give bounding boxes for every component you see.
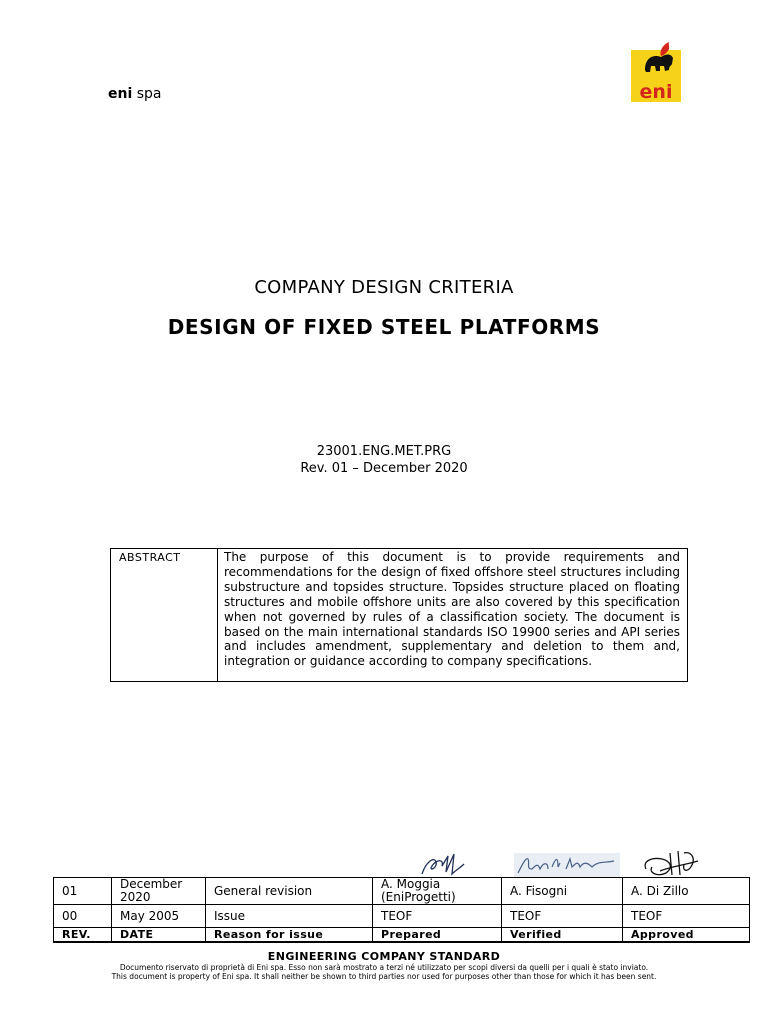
revision-table: [53, 877, 750, 943]
header-approved: Approved: [623, 928, 750, 943]
approved-cell: A. Di Zillo: [623, 878, 750, 905]
date-cell: May 2005: [112, 905, 206, 928]
abstract-label: ABSTRACT: [111, 549, 218, 681]
footer-standard: ENGINEERING COMPANY STANDARD: [267, 950, 501, 963]
footer-notice-it: Documento riservato di proprietà di Eni spa. Esso non sarà mostrato a terzi né utilizzato per scopi diversi da quelli per i quali è stato inviato.: [119, 963, 649, 972]
signature-verified: [514, 853, 620, 877]
rev-cell: 00: [54, 905, 112, 928]
table-header-row: [54, 928, 750, 943]
signature-prepared: [418, 852, 468, 878]
company-name-bold: eni: [108, 86, 133, 102]
reason-cell: General revision: [206, 878, 373, 905]
header-prepared: Prepared: [373, 928, 502, 943]
document-title: DESIGN OF FIXED STEEL PLATFORMS: [167, 315, 601, 339]
reason-cell: Issue: [206, 905, 373, 928]
table-row: [54, 905, 750, 928]
document-revision: Rev. 01 – December 2020: [300, 461, 468, 476]
company-name-rest: spa: [132, 86, 162, 102]
approved-cell: TEOF: [623, 905, 750, 928]
table-row: [54, 878, 750, 905]
eni-logo-text: eni: [639, 81, 673, 102]
prepared-cell: A. Moggia (EniProgetti): [373, 878, 502, 905]
header-date: DATE: [112, 928, 206, 943]
signature-approved: [640, 849, 702, 879]
header-verified: Verified: [502, 928, 623, 943]
verified-cell: TEOF: [502, 905, 623, 928]
date-cell: December 2020: [112, 878, 206, 905]
document-number: 23001.ENG.MET.PRG: [316, 444, 452, 459]
prepared-cell: TEOF: [373, 905, 502, 928]
company-name: [108, 86, 161, 102]
eni-logo: [631, 40, 681, 102]
abstract-text: The purpose of this document is to provide requirements and recommendations for the design of fixed offshore steel structures including substructure and topsides structure. Topsides structure placed on floating structures and mobile offshore units are also covered by this specification when not governed by rules of a classification society. The document is based on the main international standards ISO 19900 series and API series and includes amendment, supplementary and deletion to them and, integration or guidance according to company specifications.: [224, 550, 680, 669]
verified-cell: A. Fisogni: [502, 878, 623, 905]
abstract-box: [110, 548, 688, 682]
rev-cell: 01: [54, 878, 112, 905]
footer-notice-en: This document is property of Eni spa. It shall neither be shown to third parties nor used for purposes other than those for which it has been sent.: [111, 972, 657, 981]
header-reason: Reason for issue: [206, 928, 373, 943]
document-subtitle: COMPANY DESIGN CRITERIA: [254, 277, 514, 298]
header-rev: REV.: [54, 928, 112, 943]
